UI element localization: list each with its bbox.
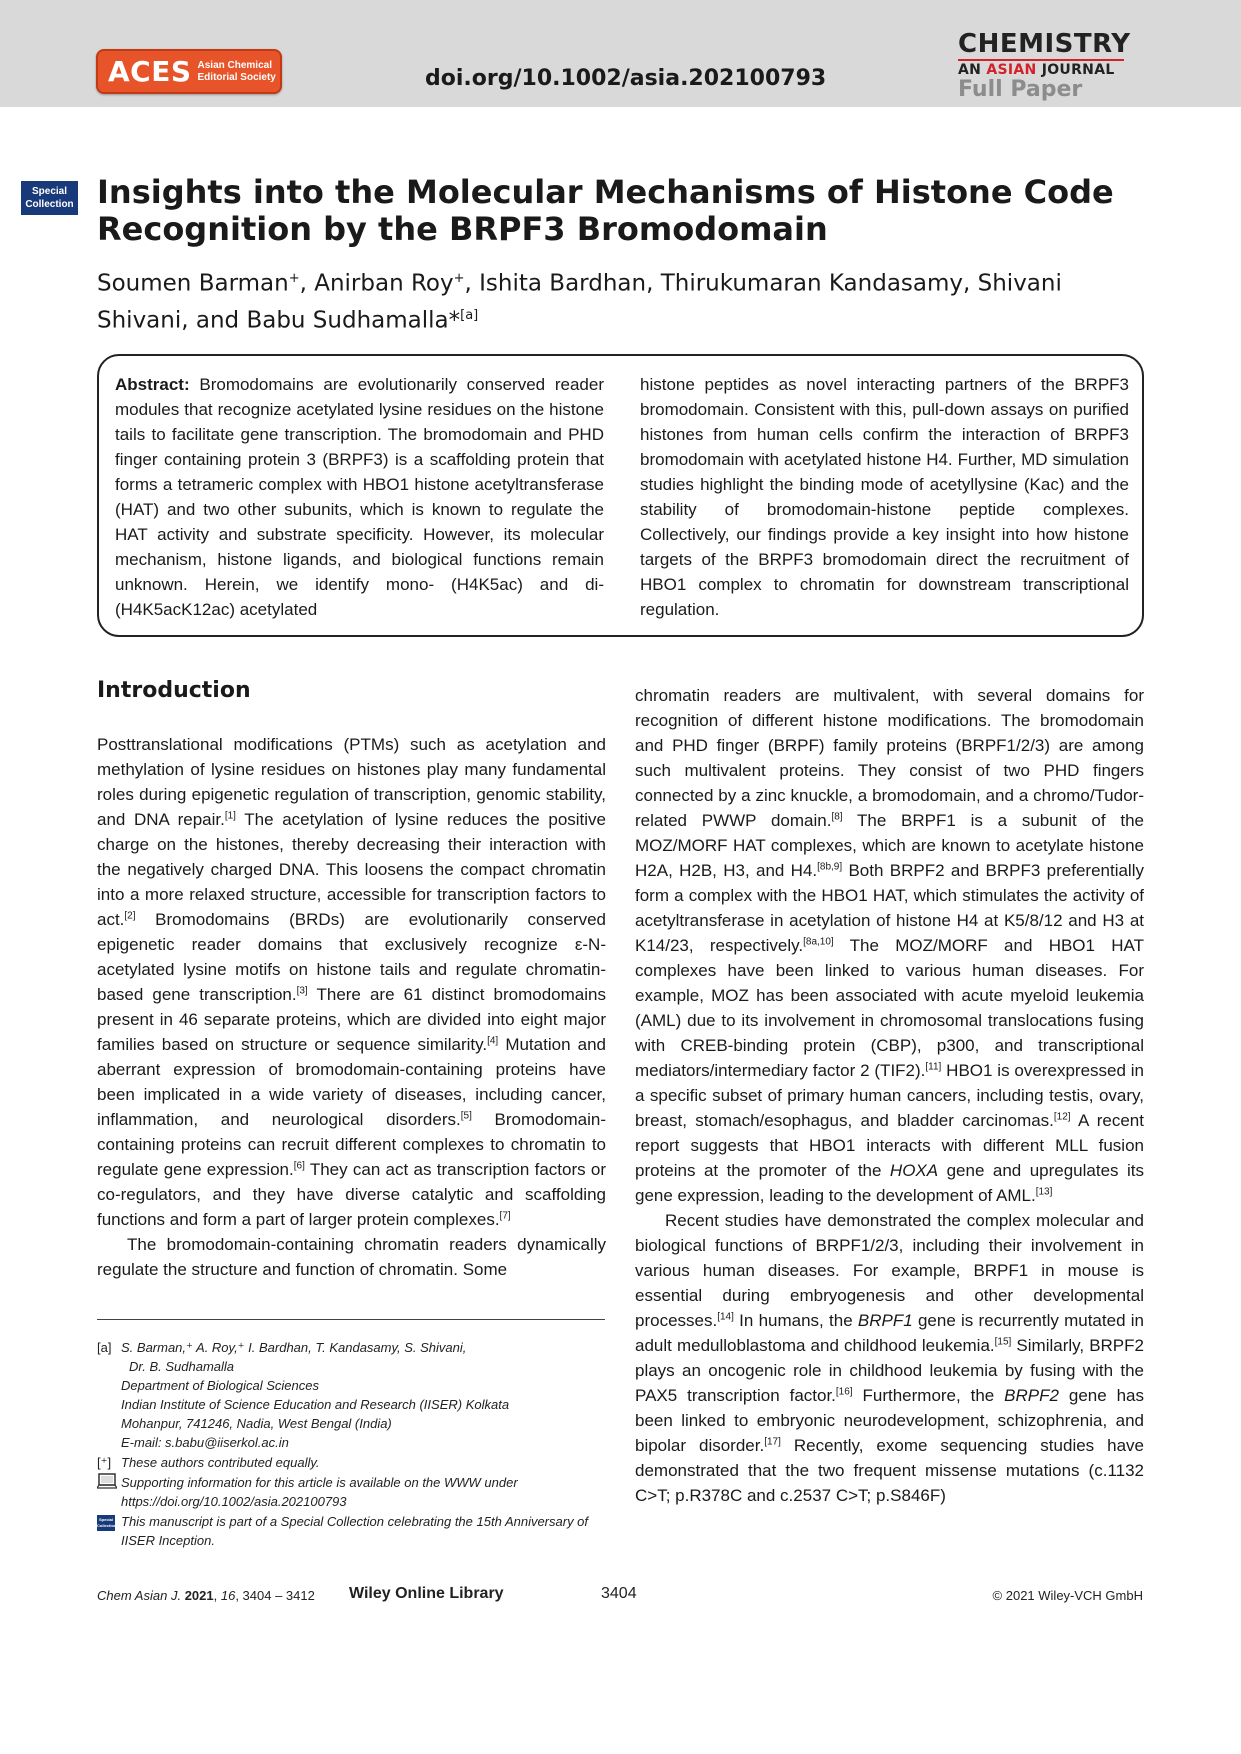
journal-brand — [958, 29, 1131, 102]
intro-paragraph-3: chromatin readers are multivalent, with several domains for recognition of different histone modifications. The bromodomain and PHD finger (BRPF) family proteins (BRPF1/2/3) are among such multivalent proteins. They consist of two PHD fingers connected by a zinc knuckle, a bromodomain, and a chromo/Tudor-related PWWP domain.[8] The BRPF1 is a subunit of the MOZ/MORF HAT complexes, which are known to acetylate histone H2A, H2B, H3, and H4.[8b,9] Both BRPF2 and BRPF3 preferentially form a complex with the HBO1 HAT, which stimulates the activity of acetyltransferase in acetylation of histone H4 at K5/8/12 and H3 at K14/23, respectively.[8a,10] The MOZ/MORF and HBO1 HAT complexes have been linked to various human diseases. For example, MOZ has been associated with acute myeloid leukemia (AML) due to its involvement in chromosomal translocations fusing with CREB-binding protein (CBP), p300, and transcriptional mediators/intermediary factor 2 (TIF2).[11] HBO1 is overexpressed in a specific subset of primary human cancers, including testis, ovary, breast, stomach/esophagus, and bladder carcinomas.[12] A recent report suggests that HBO1 interacts with different MLL fusion proteins at the promoter of the HOXA gene and upregulates its gene expression, leading to the development of AML.[13] — [635, 686, 1145, 1205]
footnotes — [97, 1338, 607, 1551]
journal-name: CHEMISTRY — [958, 29, 1131, 59]
affiliation-footnote: [a] S. Barman,⁺ A. Roy,⁺ I. Bardhan, T. Kandasamy, S. Shivani, Dr. B. Sudhamalla Department of Biological Sciences Indian Institute of Science Education and Research (IISER) Kolkata Mohanpur, 741246, Nadia, West Bengal (India) E-mail: s.babu@iiserkol.ac.in — [97, 1338, 607, 1452]
doi-link[interactable]: doi.org/10.1002/asia.202100793 — [425, 66, 827, 91]
body-column-left — [97, 732, 606, 1282]
supporting-info-footnote — [97, 1473, 607, 1511]
article-title: Insights into the Molecular Mechanisms of Histone Code Recognition by the BRPF3 Bromodomain — [97, 173, 1114, 248]
footer-citation: Chem Asian J. 2021, 16, 3404 – 3412 — [97, 1588, 315, 1603]
supporting-info-link[interactable]: Supporting information for this article is available on the WWW under https://doi.org/10.1002/asia.202100793 — [121, 1475, 518, 1509]
equal-contribution-footnote: [⁺] These authors contributed equally. — [97, 1455, 320, 1470]
abstract-box — [97, 354, 1144, 637]
body-column-right — [635, 683, 1144, 1508]
aces-logo-wordmark: ACES — [108, 55, 192, 88]
author-list: Soumen Barman+, Anirban Roy+, Ishita Bardhan, Thirukumaran Kandasamy, Shivani Shivani, and Babu Sudhamalla*[a] — [97, 270, 1062, 334]
wiley-online-library-link[interactable]: Wiley Online Library — [349, 1585, 504, 1602]
intro-paragraph-2: The bromodomain-containing chromatin readers dynamically regulate the structure and function of chromatin. Some — [97, 1235, 606, 1279]
contact-email[interactable]: E-mail: s.babu@iiserkol.ac.in — [121, 1435, 289, 1450]
abstract-left-column: Abstract: Bromodomains are evolutionarily conserved reader modules that recognize acetylated lysine residues on the histone tails to facilitate gene transcription. The bromodomain and PHD finger containing protein 3 (BRPF3) is a scaffolding protein that forms a tetrameric complex with HBO1 histone acetyltransferase (HAT) and two other subunits, which is known to regulate the HAT activity and substrate specificity. However, its molecular mechanism, histone ligands, and biological functions remain unknown. Herein, we identify mono- (H4K5ac) and di- (H4K5acK12ac) acetylated — [115, 375, 604, 619]
abstract-right-column: histone peptides as novel interacting partners of the BRPF3 bromodomain. Consistent with this, pull-down assays on purified histones from human cells confirm the interaction of BRPF3 bromodomain with acetylated histone H4. Further, MD simulation studies highlight the binding mode of acetyllysine (Kac) and the stability of bromodomain-histone peptide complexes. Collectively, our findings provide a key insight into how histone targets of the BRPF3 bromodomain direct the recruitment of HBO1 complex to chromatin for downstream transcriptional regulation. — [640, 375, 1129, 619]
journal-subtitle: AN ASIAN JOURNAL — [958, 62, 1115, 78]
section-heading-introduction: Introduction — [97, 678, 251, 703]
computer-icon — [97, 1473, 121, 1511]
aces-logo[interactable] — [96, 49, 282, 94]
journal-rule — [958, 59, 1124, 61]
intro-paragraph-4: Recent studies have demonstrated the complex molecular and biological functions of BRPF1/2/3, including their involvement in various human diseases. For example, BRPF1 in mouse is essential during embryogenesis and other developmental processes.[14] In humans, the BRPF1 gene is recurrently mutated in adult medulloblastoma and childhood leukemia.[15] Similarly, BRPF2 plays an oncogenic role in childhood leukemia by fusing with the PAX5 transcription factor.[16] Furthermore, the BRPF2 gene has been linked to embryonic neurodevelopment, schizophrenia, and bipolar disorder.[17] Recently, exome sequencing studies have demonstrated that the two frequent missense mutations (c.1132 C>T; p.R378C and c.2537 C>T; p.S846F) — [635, 1211, 1145, 1505]
special-collection-footnote: Special Collection This manuscript is part of a Special Collection celebrating the 15th Anniversary of IISER Inception. — [97, 1514, 589, 1548]
intro-paragraph-1: Posttranslational modifications (PTMs) such as acetylation and methylation of lysine residues on histones play many fundamental roles during epigenetic regulation of transcription, genomic stability, and DNA repair.[1] The acetylation of lysine reduces the positive charge on the histones, thereby decreasing their interaction with the negatively charged DNA. This loosens the compact chromatin into a more relaxed structure, accessible for transcription factors to act.[2] Bromodomains (BRDs) are evolutionarily conserved epigenetic reader domains that exclusively recognize ε-N-acetylated lysine motifs on histone tails and regulate chromatin-based gene transcription.[3] There are 61 distinct bromodomains present in 46 separate proteins, which are divided into eight major families based on structure or sequence similarity.[4] Mutation and aberrant expression of bromodomain-containing proteins have been implicated in a wide variety of diseases, including cancer, inflammation, and neurological disorders.[5] Bromodomain-containing proteins can recruit different complexes to chromatin to regulate gene expression.[6] They can act as transcription factors or co-regulators, and they have diverse catalytic and scaffolding functions and form a part of larger protein complexes.[7] — [97, 735, 606, 1229]
copyright-notice: © 2021 Wiley-VCH GmbH — [992, 1588, 1143, 1603]
page-number: 3404 — [601, 1585, 637, 1602]
special-collection-mini-badge: Special Collection — [97, 1515, 115, 1531]
aces-logo-line1: Asian Chemical — [197, 59, 272, 71]
article-type: Full Paper — [958, 77, 1083, 102]
aces-logo-line2: Editorial Society — [197, 71, 276, 83]
abstract-label: Abstract: — [115, 375, 190, 394]
special-collection-badge[interactable]: Special Collection — [21, 181, 78, 215]
footnote-divider — [97, 1319, 605, 1320]
